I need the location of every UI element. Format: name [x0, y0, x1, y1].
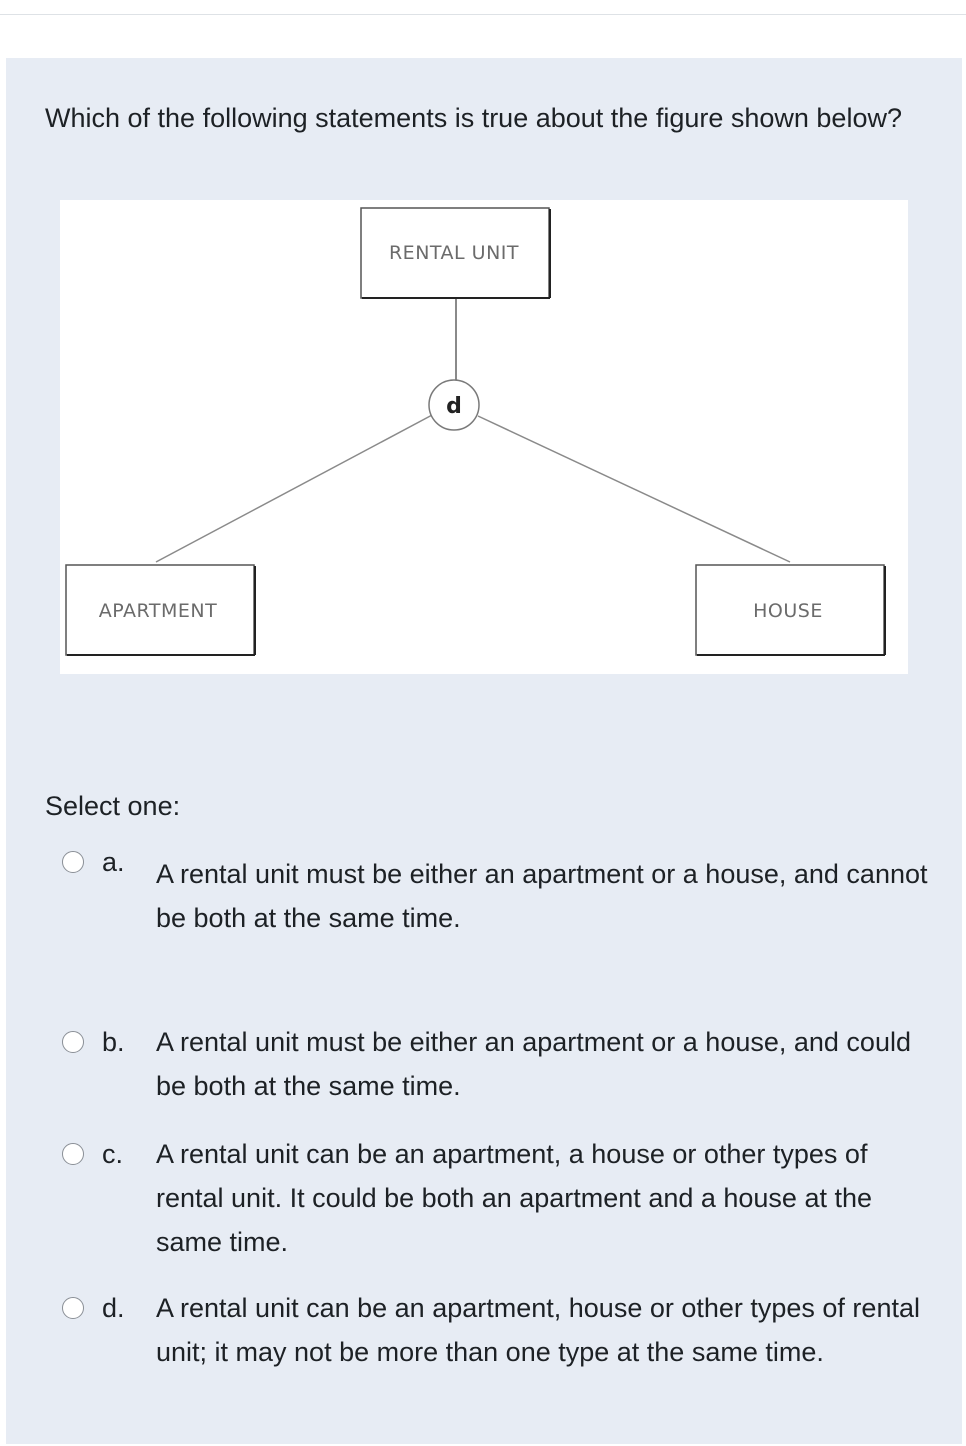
option-b[interactable] — [60, 1026, 930, 1116]
radio-option-c[interactable] — [62, 1143, 84, 1165]
top-divider — [0, 14, 966, 15]
disjoint-circle — [429, 380, 479, 430]
apartment-connector — [156, 414, 434, 562]
radio-option-a[interactable] — [62, 851, 84, 873]
rental-unit-entity — [361, 208, 550, 298]
option-c[interactable] — [60, 1138, 930, 1272]
option-b-letter: b. — [102, 1027, 125, 1057]
house-entity — [696, 565, 885, 655]
option-c-text: A rental unit can be an apartment, a house or other types of rental unit. It could be both an apartment and a house at the same time. — [156, 1139, 873, 1257]
option-d-letter: d. — [102, 1293, 125, 1323]
house-connector — [478, 416, 790, 562]
apartment-label: APARTMENT — [98, 600, 218, 622]
rental-unit-label: RENTAL UNIT — [388, 242, 520, 264]
option-d-text: A rental unit can be an apartment, house or other types of rental unit; it may not be more than one type at the same time. — [156, 1293, 920, 1367]
question-text: Which of the following statements is true about the figure shown below? — [45, 103, 902, 133]
select-one-label: Select one: — [45, 791, 181, 821]
radio-option-b[interactable] — [62, 1031, 84, 1053]
house-label: HOUSE — [753, 600, 823, 622]
option-d[interactable] — [60, 1292, 930, 1426]
option-c-letter: c. — [102, 1139, 124, 1169]
option-a[interactable] — [60, 846, 930, 946]
disjoint-symbol: d — [446, 394, 462, 419]
option-a-letter: a. — [102, 847, 125, 877]
er-diagram — [60, 200, 908, 674]
radio-option-d[interactable] — [62, 1297, 84, 1319]
option-b-text: A rental unit must be either an apartment or a house, and could be both at the same time. — [156, 1027, 911, 1101]
er-diagram-figure — [60, 200, 908, 674]
apartment-entity — [66, 565, 255, 655]
option-a-text: A rental unit must be either an apartment or a house, and cannot be both at the same time. — [156, 859, 928, 933]
